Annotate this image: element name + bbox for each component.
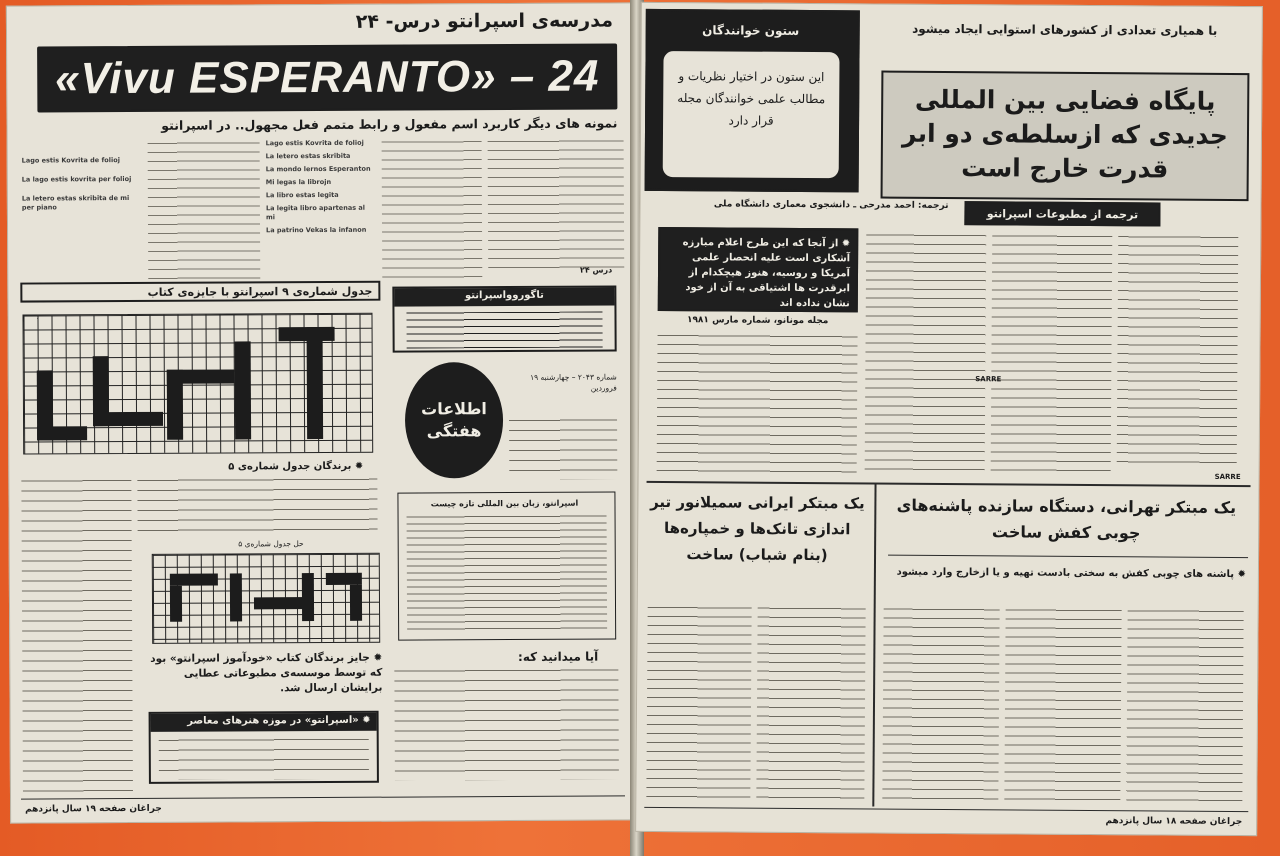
solution-block bbox=[170, 574, 218, 586]
readers-column-box: ستون خوانندگان این ستون در اختیار نظریات و مطالب علمی خوانندگان مجله قرار دارد bbox=[645, 9, 860, 192]
lesson-ref: درس ۲۴ bbox=[579, 265, 613, 275]
translator-credit: ترجمه: احمد مدرحی ـ دانشجوی معماری دانشگاه ملی bbox=[713, 199, 949, 211]
text-column-b bbox=[382, 138, 483, 279]
solution-block bbox=[230, 573, 242, 621]
story2-lead: ✹ پاشنه های چوبی کفش به سختی بادست تهیه و یا ازخارج وارد میشود bbox=[896, 566, 1246, 581]
winners-title: ✹ برندگان جدول شماره‌ی ۵ bbox=[228, 460, 364, 473]
museum-box bbox=[149, 711, 379, 784]
vivu-esperanto-banner bbox=[37, 43, 617, 112]
sarre-credit: SARRE bbox=[975, 375, 1002, 384]
crossword-clues bbox=[21, 476, 133, 797]
esperanto-new-clip: اسپرانتو، زبان بین المللی تازه چیست bbox=[397, 491, 616, 640]
esperanto-examples: Lago estis Kovrita de folioj La letero estas skribita La mondo lernos Esperanton Mi legas la librojn La libro estas legita La legita libro apartenas al mi La patrino Vekas la infanon bbox=[265, 138, 371, 235]
crossword-block bbox=[93, 356, 109, 426]
prize-note: ✹ جایز برندگان کتاب «خودآموز اسپرانتو» بود که توسط موسسه‌ی مطبوعاتی عطایی برایشان ارسال شد. bbox=[150, 651, 383, 695]
right-footer: جراغان صفحه ۱۸ سال پانزدهم bbox=[1105, 816, 1243, 828]
sarre-credit-2: SARRE bbox=[1214, 472, 1241, 482]
did-you-know: آیا میدانید که: bbox=[517, 649, 599, 664]
lesson-subtitle: نمونه های دیگر کاربرد اسم مفعول و رابط متمم فعل مجهول.. در اسپرانتو bbox=[161, 115, 618, 133]
solution-block bbox=[170, 586, 182, 622]
ettelaat-issue: شماره ۲۰۴۳ – چهارشنبه ۱۹ فروردین bbox=[530, 372, 617, 393]
lesson-header: مدرسه‌ی اسپرانتو درس- ۲۴ bbox=[355, 9, 614, 33]
banner-text: «Vivu ESPERANTO» – 24 bbox=[54, 51, 600, 104]
tagore-title: تاگوروواسپرانتو bbox=[394, 287, 614, 306]
tagore-box bbox=[392, 285, 616, 352]
left-footer: جراغان صفحه ۱۹ سال پانزدهم bbox=[25, 803, 162, 815]
solution-title: حل جدول شماره‌ی ۵ bbox=[238, 539, 304, 549]
text-column-c bbox=[488, 137, 625, 270]
museum-title: ✹ «اسپرانتو» در موزه هنرهای معاصر bbox=[151, 713, 377, 732]
crossword-block bbox=[235, 341, 252, 439]
crossword-block bbox=[167, 370, 183, 440]
crossword-block bbox=[37, 426, 87, 440]
right-page bbox=[635, 2, 1263, 836]
story2-headline: یک مبتکر تهرانی، دستگاه سازنده پاشنه‌های چوبی کفش ساخت bbox=[896, 495, 1237, 543]
headline-kicker: با همیاری تعدادی از کشورهای استوایی ایجاد میشود bbox=[912, 21, 1218, 38]
headline-box: پایگاه فضایی بین المللی جدیدی که ازسلطه‌ی دو ابر قدرت خارج است bbox=[881, 71, 1250, 202]
crossword-block bbox=[279, 327, 335, 341]
magazine-ref: مجله مونانو، شماره مارس ۱۹۸۱ bbox=[686, 315, 829, 327]
story1-headline: یک مبتکر ایرانی سمیلانور تیر اندازی تانک‌ها و خمپاره‌ها (بنام شباب) ساخت bbox=[650, 492, 865, 565]
crossword-block bbox=[307, 327, 324, 439]
solution-block bbox=[350, 585, 362, 621]
ettelaat-logo: اطلاعات هفتگی bbox=[405, 362, 504, 479]
crossword-title-bar: جدول شماره‌ی ۹ اسپرانتو با جایزه‌ی کتاب bbox=[20, 281, 380, 303]
quote-box: ✹ از آنجا که این طرح اعلام مبارزه آشکاری است علیه انحصار علمی آمریکا و روسیه، هنوز هیچکدام از ابرقدرت ها اشتیاقی به آن از خود نشان نداده اند bbox=[658, 227, 859, 312]
esperanto-examples-2: Lago estis Kovrita de folioj La lago estis kovrita per folioj La letero estas skribita de mi per piano bbox=[21, 156, 132, 212]
solution-block bbox=[326, 573, 362, 585]
winners-list bbox=[137, 475, 377, 536]
source-tag: ترجمه از مطبوعات اسپرانتو bbox=[964, 201, 1160, 226]
article-body bbox=[657, 331, 858, 476]
solution-block bbox=[302, 573, 314, 621]
text-column-a bbox=[148, 139, 261, 280]
left-page bbox=[6, 2, 636, 823]
